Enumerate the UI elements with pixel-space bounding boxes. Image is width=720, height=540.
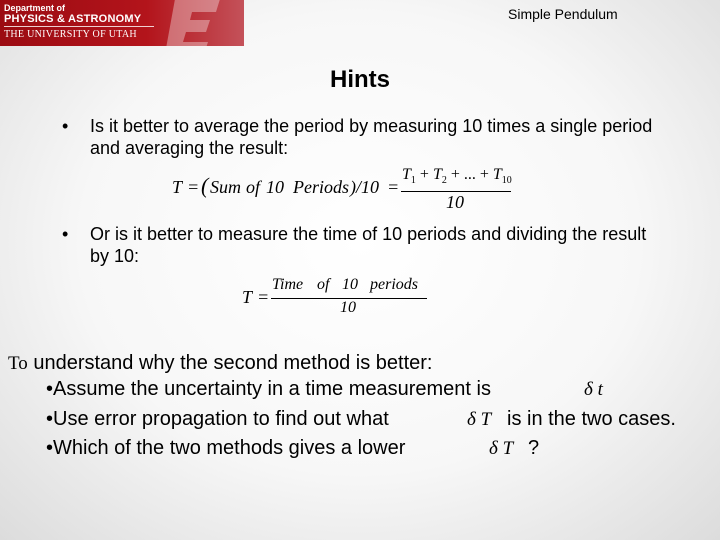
eq1-num-sub2: 2 [441, 175, 447, 187]
eq1-num-plus2: + ... + [446, 166, 493, 183]
header-title: Simple Pendulum [508, 6, 618, 22]
delta-T-symbol: δ T [467, 409, 492, 430]
eq1-sum: Sum [210, 177, 241, 197]
eq1-num-t10: T [492, 166, 502, 183]
eq2-ten: 10 [342, 276, 358, 293]
bullet-text: Or is it better to measure the time of 10 periods and dividing the result by 10: [90, 224, 647, 266]
understand-heading [8, 348, 432, 379]
sub-bullet-lower-uncertainty [46, 437, 405, 460]
eq2-lhs: T [242, 287, 253, 307]
sub-bullet-error-propagation [46, 408, 389, 431]
eq1-periods: Periods [293, 177, 349, 197]
eq1-equals: = [187, 177, 200, 197]
logo-line-department: Department of [4, 3, 66, 13]
university-logo [0, 0, 244, 46]
eq1-num-plus1: + [415, 166, 433, 183]
sub-bullet-text: •Which of the two methods gives a lower [46, 437, 406, 459]
sub-bullet-text-after: ? [528, 437, 540, 459]
sub-bullet-assume-uncertainty [46, 378, 491, 401]
sub-bullet-text-after: is in the two cases. [507, 408, 676, 430]
eq1-num-sub1: 1 [410, 175, 416, 187]
eq1-num-sub10: 10 [501, 175, 512, 187]
eq2-of: of [317, 276, 330, 293]
eq1-denominator: 10 [446, 192, 464, 212]
eq1-num-t1: T [402, 166, 411, 183]
bullet-marker: • [62, 224, 69, 244]
logo-line-physics-astronomy: PHYSICS & ASTRONOMY [4, 13, 142, 25]
slide-title: Hints [330, 66, 390, 93]
eq1-ten: 10 [266, 177, 284, 197]
eq1-num-t2: T [432, 166, 442, 183]
bullet-marker: • [62, 116, 69, 136]
delta-T-symbol: δ T [489, 438, 514, 459]
bullet-text: Is it better to average the period by measuring 10 times a single period and averaging the result: [90, 116, 653, 158]
eq1-numerator [402, 166, 512, 186]
sub-bullet-text: •Use error propagation to find out what [46, 408, 389, 430]
eq1-equals-2: = [387, 177, 400, 197]
eq1-close-div: )/10 [350, 177, 379, 197]
eq1-open-paren: ( [201, 173, 209, 198]
delta-t-symbol: δ t [584, 379, 603, 400]
eq1-lhs: T [172, 177, 183, 197]
eq2-periods: periods [370, 276, 418, 293]
eq2-equals: = [257, 287, 270, 307]
eq2-time: Time [272, 276, 304, 293]
eq1-of: of [246, 177, 261, 197]
understand-text: understand why the second method is better: [27, 352, 433, 374]
understand-prefix: To [8, 353, 28, 374]
logo-watermark-icon [150, 0, 240, 46]
logo-divider [4, 26, 154, 27]
logo-line-university: THE UNIVERSITY OF UTAH [4, 29, 137, 40]
sub-bullet-text: •Assume the uncertainty in a time measurement is [46, 378, 491, 400]
eq2-denominator: 10 [340, 299, 356, 316]
